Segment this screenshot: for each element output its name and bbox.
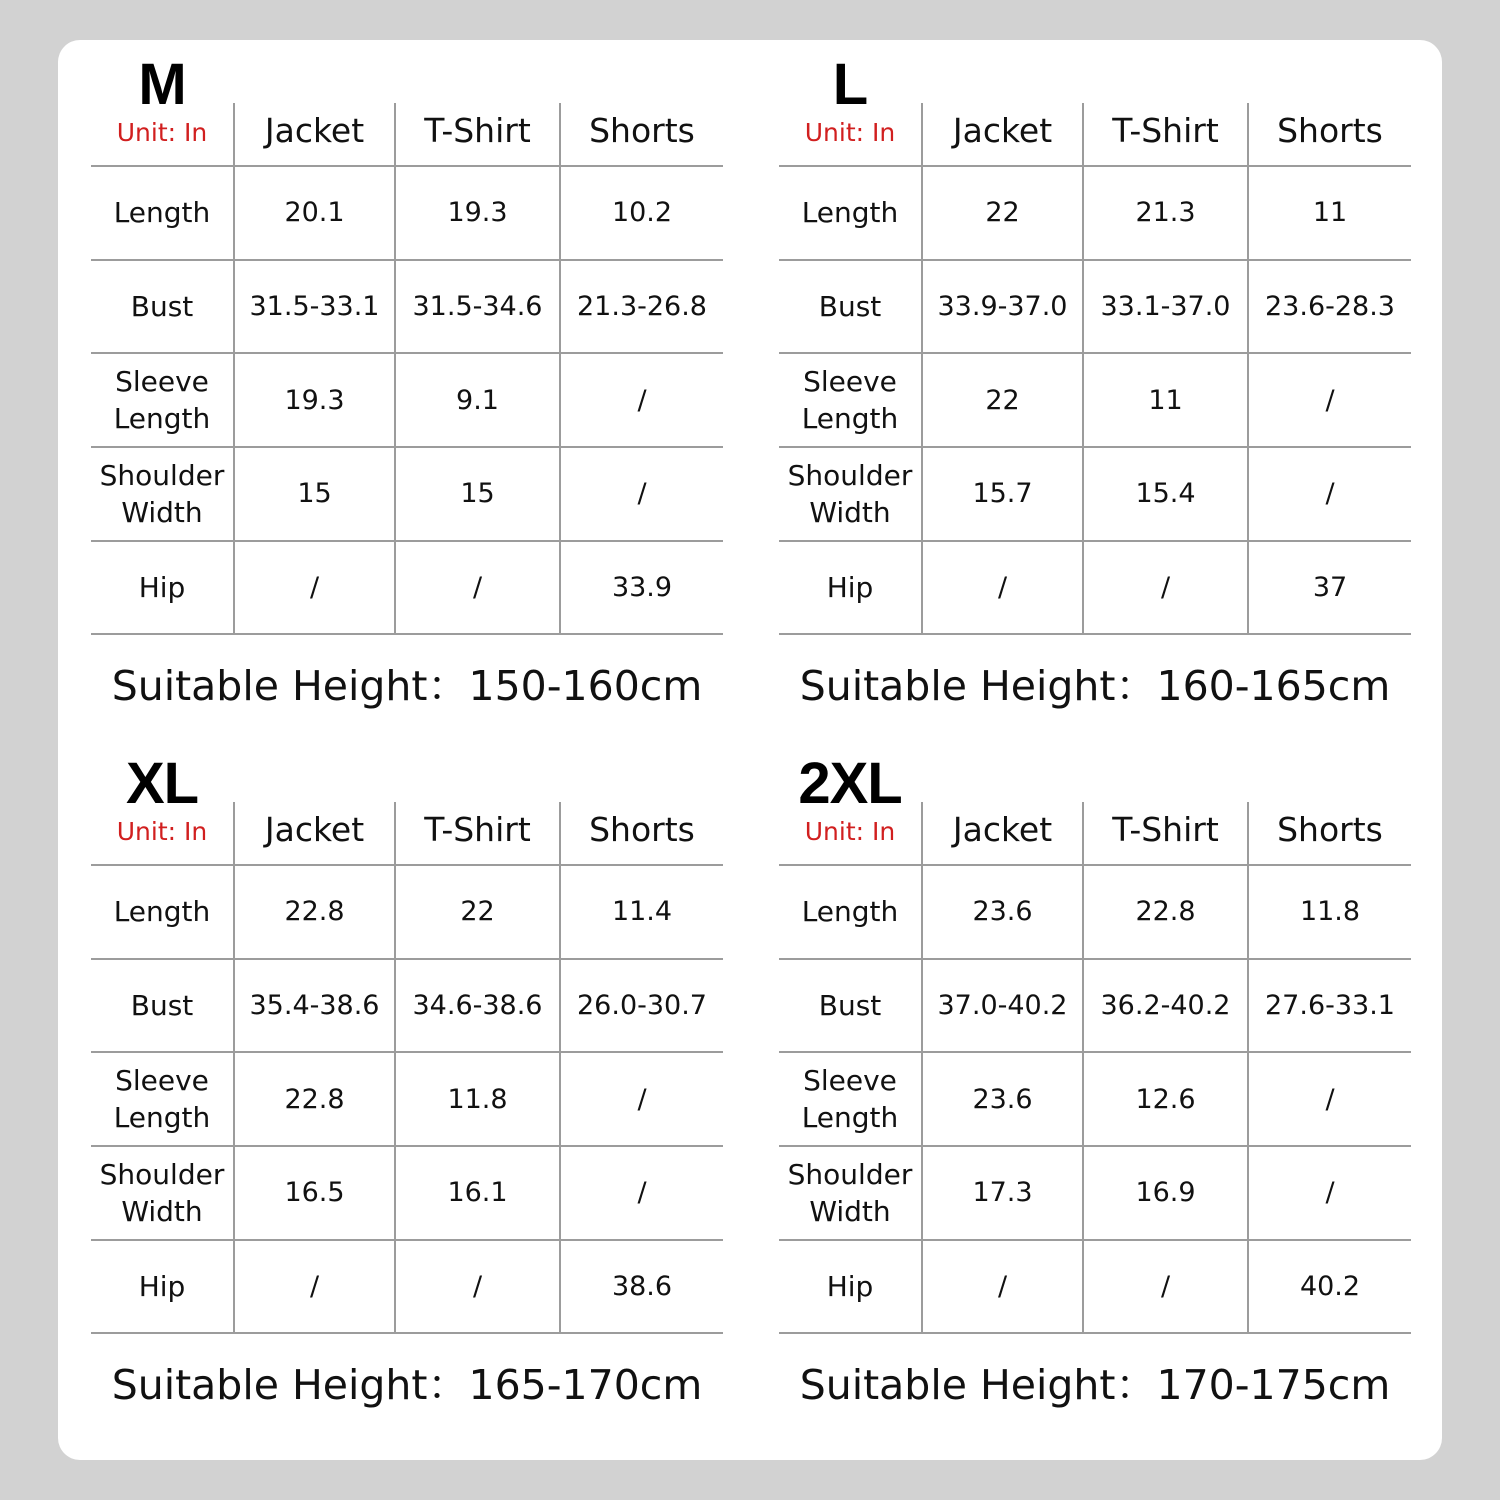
row-label xyxy=(779,865,922,959)
table-cell: 27.6-33.1 xyxy=(1248,959,1411,1053)
table-row xyxy=(91,353,723,447)
table-cell: / xyxy=(922,541,1083,635)
row-label xyxy=(779,260,922,354)
table-cell: 15 xyxy=(395,447,560,541)
row-label xyxy=(91,1240,234,1334)
size-label: L xyxy=(832,52,868,117)
table-cell: 23.6 xyxy=(922,865,1083,959)
table-cell: 40.2 xyxy=(1248,1240,1411,1334)
suitable-height-label: Suitable Height： xyxy=(111,662,469,710)
table-row xyxy=(91,959,723,1053)
table-cell: / xyxy=(1248,1052,1411,1146)
table-cell: 33.9 xyxy=(560,541,723,635)
table-cell: 9.1 xyxy=(395,353,560,447)
column-header-jacket: Jacket xyxy=(234,103,395,166)
table-cell: 11.8 xyxy=(395,1052,560,1146)
suitable-height-value: 165-170cm xyxy=(468,1361,703,1409)
column-header-shorts: Shorts xyxy=(560,802,723,865)
table-row xyxy=(779,1052,1411,1146)
table-cell: 17.3 xyxy=(922,1146,1083,1240)
table-cell: 34.6-38.6 xyxy=(395,959,560,1053)
table-cell: / xyxy=(560,1146,723,1240)
table-cell: 16.1 xyxy=(395,1146,560,1240)
table-cell: 31.5-34.6 xyxy=(395,260,560,354)
table-cell: 22.8 xyxy=(1083,865,1248,959)
row-label-text: Width xyxy=(121,495,203,529)
row-label xyxy=(779,166,922,260)
table-row xyxy=(91,1146,723,1240)
table-cell: / xyxy=(1248,447,1411,541)
table-cell: 35.4-38.6 xyxy=(234,959,395,1053)
table-row xyxy=(91,166,723,260)
suitable-height-label: Suitable Height： xyxy=(799,1361,1157,1409)
table-cell: / xyxy=(560,447,723,541)
table-cell: 31.5-33.1 xyxy=(234,260,395,354)
row-label xyxy=(91,1052,234,1146)
size-panel-2xl xyxy=(779,739,1411,1419)
suitable-height-value: 160-165cm xyxy=(1156,662,1391,710)
table-cell: 33.9-37.0 xyxy=(922,260,1083,354)
row-label-text: Sleeve xyxy=(803,1064,897,1097)
unit-label: Unit: In xyxy=(116,817,208,846)
table-cell: 11 xyxy=(1083,353,1248,447)
column-header-t-shirt: T-Shirt xyxy=(1083,802,1248,865)
column-header-shorts: Shorts xyxy=(1248,103,1411,166)
table-cell: / xyxy=(1083,1240,1248,1334)
table-cell: / xyxy=(560,353,723,447)
row-label xyxy=(91,260,234,354)
table-cell: 37 xyxy=(1248,541,1411,635)
table-cell: / xyxy=(560,1052,723,1146)
row-label-text: Length xyxy=(113,1101,211,1134)
unit-label: Unit: In xyxy=(804,118,896,147)
suitable-height-value: 170-175cm xyxy=(1156,1361,1391,1409)
table-cell: 22.8 xyxy=(234,865,395,959)
column-header-shorts: Shorts xyxy=(1248,802,1411,865)
table-cell: 37.0-40.2 xyxy=(922,959,1083,1053)
row-label-text: Length xyxy=(801,196,899,230)
table-cell: 23.6 xyxy=(922,1052,1083,1146)
table-row xyxy=(779,865,1411,959)
table-cell: 26.0-30.7 xyxy=(560,959,723,1053)
suitable-height-value: 150-160cm xyxy=(468,662,703,710)
row-label-text: Length xyxy=(113,402,211,435)
unit-label: Unit: In xyxy=(116,118,208,147)
table-cell: 22.8 xyxy=(234,1052,395,1146)
row-label-text: Hip xyxy=(826,1269,874,1303)
column-header-t-shirt: T-Shirt xyxy=(395,103,560,166)
table-cell: / xyxy=(1248,353,1411,447)
size-table xyxy=(91,103,723,635)
size-label: M xyxy=(138,52,186,117)
row-label xyxy=(779,353,922,447)
table-row xyxy=(779,353,1411,447)
table-cell: 19.3 xyxy=(395,166,560,260)
table-cell: 23.6-28.3 xyxy=(1248,260,1411,354)
table-cell: 11.4 xyxy=(560,865,723,959)
table-row xyxy=(91,865,723,959)
row-label-text: Shoulder xyxy=(99,1157,225,1191)
row-label-text: Sleeve xyxy=(803,365,897,398)
row-label-text: Bust xyxy=(130,988,194,1022)
table-cell: / xyxy=(395,541,560,635)
row-label xyxy=(91,865,234,959)
table-cell: 11.8 xyxy=(1248,865,1411,959)
column-header-t-shirt: T-Shirt xyxy=(1083,103,1248,166)
row-label-text: Length xyxy=(113,196,211,230)
row-label-text: Width xyxy=(121,1194,203,1228)
column-header-jacket: Jacket xyxy=(922,103,1083,166)
row-label-text: Bust xyxy=(130,289,194,323)
table-cell: / xyxy=(1248,1146,1411,1240)
table-cell: / xyxy=(1083,541,1248,635)
row-label-text: Sleeve xyxy=(115,1064,209,1097)
size-table xyxy=(779,802,1411,1334)
column-header-jacket: Jacket xyxy=(922,802,1083,865)
row-label-text: Shoulder xyxy=(99,458,225,492)
size-chart-card xyxy=(58,40,1442,1460)
row-label xyxy=(779,1146,922,1240)
size-panel-l xyxy=(779,40,1411,720)
table-row xyxy=(91,1052,723,1146)
unit-label: Unit: In xyxy=(804,817,896,846)
row-label xyxy=(91,1146,234,1240)
size-panel-xl xyxy=(91,739,723,1419)
table-cell: / xyxy=(922,1240,1083,1334)
table-cell: 33.1-37.0 xyxy=(1083,260,1248,354)
table-row xyxy=(91,1240,723,1334)
size-label: 2XL xyxy=(798,751,902,816)
row-label-text: Shoulder xyxy=(787,1157,913,1191)
table-row xyxy=(779,1240,1411,1334)
table-cell: 21.3-26.8 xyxy=(560,260,723,354)
row-label-text: Length xyxy=(113,895,211,929)
table-row xyxy=(779,1146,1411,1240)
table-cell: 21.3 xyxy=(1083,166,1248,260)
table-cell: 15.7 xyxy=(922,447,1083,541)
table-cell: / xyxy=(234,1240,395,1334)
row-label-text: Bust xyxy=(818,289,882,323)
table-row xyxy=(91,447,723,541)
size-table xyxy=(91,802,723,1334)
table-row xyxy=(779,541,1411,635)
table-row xyxy=(779,959,1411,1053)
row-label-text: Sleeve xyxy=(115,365,209,398)
table-cell: 38.6 xyxy=(560,1240,723,1334)
column-header-jacket: Jacket xyxy=(234,802,395,865)
table-cell: / xyxy=(234,541,395,635)
table-cell: 19.3 xyxy=(234,353,395,447)
size-label: XL xyxy=(125,751,199,816)
table-cell: 20.1 xyxy=(234,166,395,260)
row-label-text: Shoulder xyxy=(787,458,913,492)
row-label xyxy=(91,166,234,260)
size-panel-m xyxy=(91,40,723,720)
row-label xyxy=(91,447,234,541)
row-label xyxy=(91,959,234,1053)
table-row xyxy=(779,166,1411,260)
table-cell: / xyxy=(395,1240,560,1334)
row-label-text: Length xyxy=(801,402,899,435)
suitable-height xyxy=(91,656,723,716)
row-label-text: Hip xyxy=(138,1269,186,1303)
row-label-text: Bust xyxy=(818,988,882,1022)
row-label xyxy=(91,541,234,635)
table-cell: 10.2 xyxy=(560,166,723,260)
table-row xyxy=(91,541,723,635)
table-cell: 16.9 xyxy=(1083,1146,1248,1240)
row-label xyxy=(779,1052,922,1146)
row-label xyxy=(779,541,922,635)
suitable-height xyxy=(779,656,1411,716)
table-cell: 15.4 xyxy=(1083,447,1248,541)
column-header-t-shirt: T-Shirt xyxy=(395,802,560,865)
row-label xyxy=(779,1240,922,1334)
column-header-shorts: Shorts xyxy=(560,103,723,166)
size-table xyxy=(779,103,1411,635)
row-label-text: Length xyxy=(801,1101,899,1134)
table-cell: 22 xyxy=(922,353,1083,447)
table-cell: 36.2-40.2 xyxy=(1083,959,1248,1053)
row-label-text: Hip xyxy=(138,570,186,604)
row-label-text: Hip xyxy=(826,570,874,604)
table-cell: 16.5 xyxy=(234,1146,395,1240)
suitable-height-label: Suitable Height： xyxy=(111,1361,469,1409)
row-label-text: Length xyxy=(801,895,899,929)
row-label-text: Width xyxy=(809,1194,891,1228)
table-row xyxy=(779,447,1411,541)
row-label xyxy=(779,447,922,541)
table-cell: 22 xyxy=(395,865,560,959)
table-cell: 11 xyxy=(1248,166,1411,260)
table-cell: 22 xyxy=(922,166,1083,260)
row-label-text: Width xyxy=(809,495,891,529)
table-row xyxy=(779,260,1411,354)
table-row xyxy=(91,260,723,354)
table-cell: 12.6 xyxy=(1083,1052,1248,1146)
suitable-height xyxy=(779,1355,1411,1415)
row-label xyxy=(779,959,922,1053)
table-cell: 15 xyxy=(234,447,395,541)
row-label xyxy=(91,353,234,447)
suitable-height xyxy=(91,1355,723,1415)
suitable-height-label: Suitable Height： xyxy=(799,662,1157,710)
